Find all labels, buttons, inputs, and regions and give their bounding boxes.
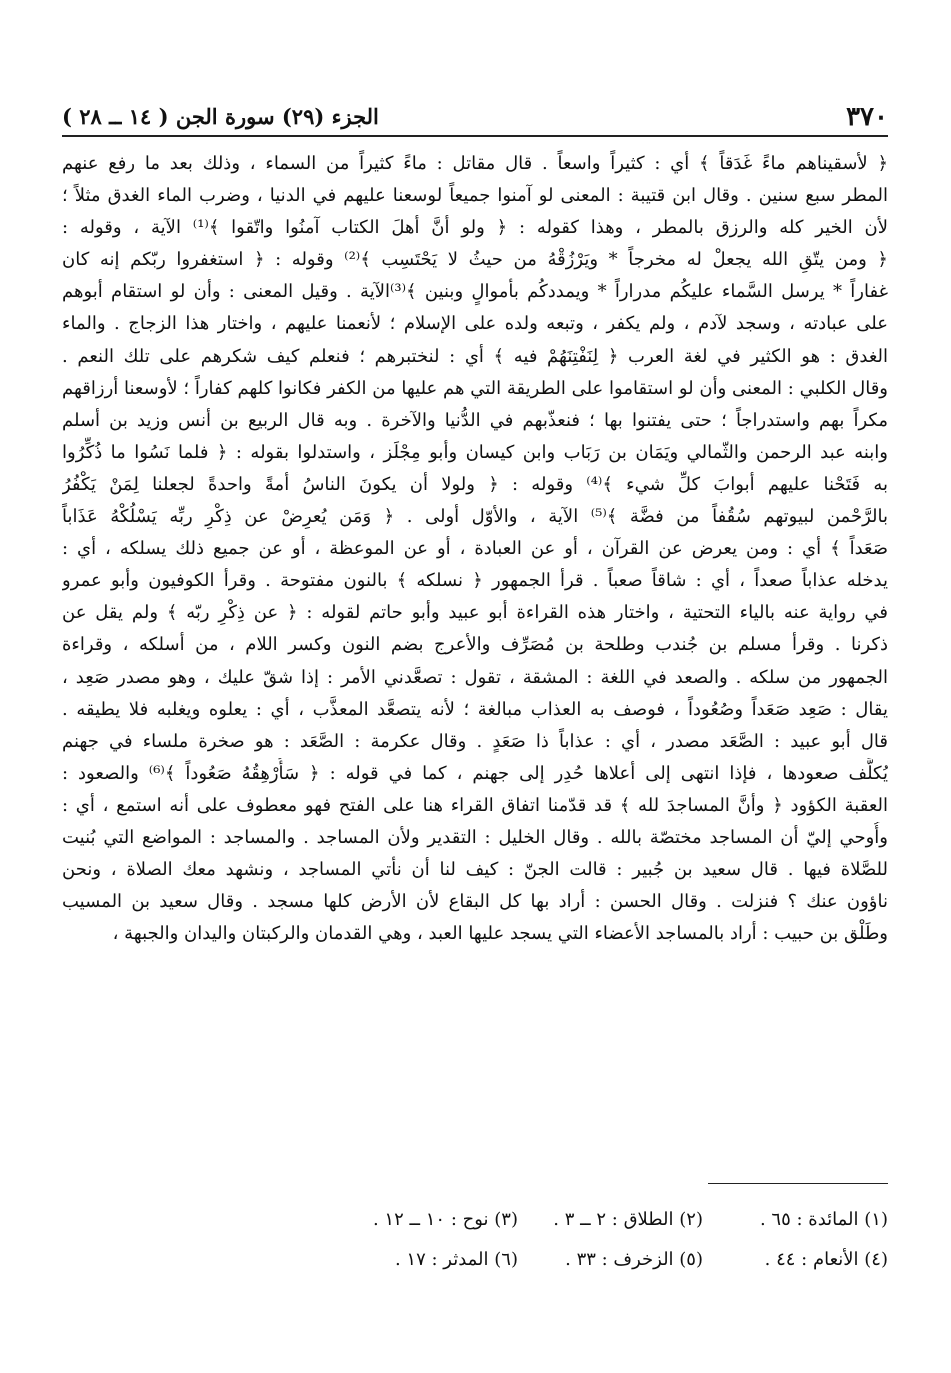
footnote-5: (٥) الزخرف : ٣٣ . (565, 1249, 703, 1270)
text-line: ﴿ لأسقيناهم ماءً غَدَقاً ﴾ أي : كثيراً واسعاً . قال مقاتل : ماءً كثيراً من السماء ، وذلك بعد ما رفع عنهم (62, 153, 888, 174)
text-line: للصَّلاة فيها . قال سعيد بن جُبير : قالت الجنّ : كيف لنا أن نأتي المساجد ، ونشهد معك الصلاة ، ونحن (62, 859, 888, 881)
text-line: على عبادته ، وسجد لآدم ، ولم يكفر ، وتبعه ولده على الإسلام ؛ لأنعمنا عليهم ، واختار هذا الزجاج . والماء (62, 313, 888, 335)
text-line: الغدق : هو الكثير في لغة العرب ﴿ لِنَفْتِنَهُمْ فيه ﴾ أي : لنختبرهم ؛ فنعلم كيف شكرهم على تلك النعم . (62, 345, 888, 367)
footnote-2: (٢) الطلاق : ٢ ــ ٣ . (553, 1209, 703, 1230)
body-text (62, 148, 888, 950)
footnote-row (62, 1240, 888, 1280)
header-rule (62, 135, 888, 137)
text-line: الجمهور من سلكه . والصعد في اللغة : المشقة ، تقول : تصعَّدني الأمر : إذا شقّ عليك ، وهو مصدر صَعِد ، (62, 666, 888, 688)
text-line: ناؤون عنك ؟ فنزلت . وقال الحسن : أراد بها كل البقاع لأن الأرض كلها مسجد . وقال سعيد بن المسيب (62, 891, 888, 913)
running-title: الجزء (٢٩) سورة الجن ( ١٤ ــ ٢٨ ) (62, 104, 379, 129)
text-line: وقال الكلبي : المعنى وأن لو استقاموا على الطريقة التي هم عليها من الكفر فكانوا كلهم كفاراً ؛ لأوسعنا أرزاقهم (62, 377, 888, 399)
text-line: العقبة الكؤود ﴿ وأنَّ المساجدَ لله ﴾ قد قدّمنا اتفاق القراء هنا على الفتح فهو معطوف على أنه استمع ، أي : (62, 794, 888, 816)
text-line: لأن الخير كله والرزق بالمطر ، وهذا كقوله : ﴿ ولو أنَّ أهلَ الكتاب آمنُوا واتّقوا ﴾⁽¹⁾ الآية ، وقوله : (62, 217, 888, 239)
text-line: المطر سبع سنين . وقال ابن قتيبة : المعنى لو آمنوا جميعاً لوسعنا عليهم في الدنيا ، وضرب الماء الغدق مثلاً ؛ (62, 185, 888, 207)
text-line: وطَلْق بن حبيب : أراد بالمساجد الأعضاء التي يسجد عليها العبد ، وهي القدمان والركبتان واليدان والجبهة ، (112, 923, 888, 945)
text-line: غفاراً * يرسل السَّماء عليكُم مدراراً * ويمددكُم بأموالٍ وبنين ﴾⁽³⁾الآية . وقيل المعنى : وأن لو استقام أبوهم (62, 281, 888, 303)
footnote-row (62, 1200, 888, 1240)
text-line: ذكرنا . وقرأ مسلم بن جُندب وطلحة بن مُصَرِّف والأعرج بضم النون وكسر اللام ، من أسلكه ، وقراءة (62, 634, 888, 656)
text-line: يدخله عذاباً صعداً ، أي : شاقاً صعباً . قرأ الجمهور ﴿ نسلكه ﴾ بالنون مفتوحة . وقرأ الكوفيون وأبو عمرو (62, 570, 888, 592)
text-line: وأُوحي إليّ أن المساجد مختصّة بالله . وقال الخليل : التقدير ولأن المساجد . والمساجد : المواضع التي بُنيت (62, 826, 888, 848)
text-line: وابنه عبد الرحمن والثّمالي ويَمَان بن رَبَاب وابن كيسان وأبو مِجْلَز ، واستدلوا بقوله : ﴿ فلما نَسُوا ما ذُكِّرُوا (62, 441, 888, 463)
text-line: يقال : صَعِد صَعَداً وصُعُوداً ، فوصف به العذاب مبالغة ؛ لأنه يتصعَّد المعذَّب ، أي : يعلوه ويغلبه فلا يطيقه . (62, 698, 888, 720)
footnote-4: (٤) الأنعام : ٤٤ . (764, 1249, 888, 1270)
footnotes (62, 1200, 888, 1280)
page-header (62, 96, 888, 132)
text-line: يُكلَّف صعودها ، فإذا انتهى إلى أعلاها حُدِر إلى جهنم ، كما في قوله : ﴿ سَأُرْهِقُهُ صَعُوداً ﴾⁽⁶⁾ والصعود : (62, 762, 888, 784)
footnote-1: (١) المائدة : ٦٥ . (759, 1209, 888, 1230)
footnote-6: (٦) المدثر : ١٧ . (394, 1249, 518, 1270)
text-line: في رواية عنه بالياء التحتية ، واختار هذه القراءة أبو عبيد وأبو حاتم لقوله : ﴿ عن ذِكْرِ ربّه ﴾ ولم يقل عن (62, 602, 888, 624)
text-line: ﴿ ومن يتّقِ الله يجعلْ له مخرجاً * ويَرْزُقْهُ من حيثُ لا يَحْتَسِب ﴾⁽²⁾ وقوله : ﴿ استغفروا ربّكم إنه كان (62, 249, 888, 271)
page-number: ٣٧٠ (846, 102, 888, 132)
text-line: بالرَّحْمن لبيوتهم سُقُفاً من فضَّة ﴾⁽⁵⁾ الآية ، والأوّل أولى . ﴿ وَمَن يُعرِضْ عن ذِكْرِ ربِّه يَسْلُكْهُ عَذَاباً (62, 506, 888, 528)
footnote-rule (708, 1183, 888, 1184)
text-line: مكراً بهم واستدراجاً ؛ حتى يفتنوا بها ؛ فنعذّبهم في الدُّنيا والآخرة . وبه قال الربيع بن أنس وزيد بن أسلم (62, 409, 888, 431)
text-line: قال أبو عبيد : الصَّعَد مصدر ، أي : عذاباً ذا صَعَدٍ . وقال عكرمة : الصَّعَد : هو صخرة ملساء في جهنم (62, 730, 888, 752)
text-line: صَعَداً ﴾ أي : ومن يعرض عن القرآن ، أو عن العبادة ، أو عن الموعظة ، أو عن جميع ذلك يسلكه ، أي : (62, 538, 888, 560)
footnote-3: (٣) نوح : ١٠ ــ ١٢ . (372, 1209, 518, 1230)
text-line: به فَتَحْنا عليهم أبوابَ كلِّ شيء ﴾⁽⁴⁾ وقوله : ﴿ ولولا أن يكونَ الناسُ أمةً واحدةً لجعلنا لِمَنْ يَكْفُرُ (62, 473, 888, 495)
